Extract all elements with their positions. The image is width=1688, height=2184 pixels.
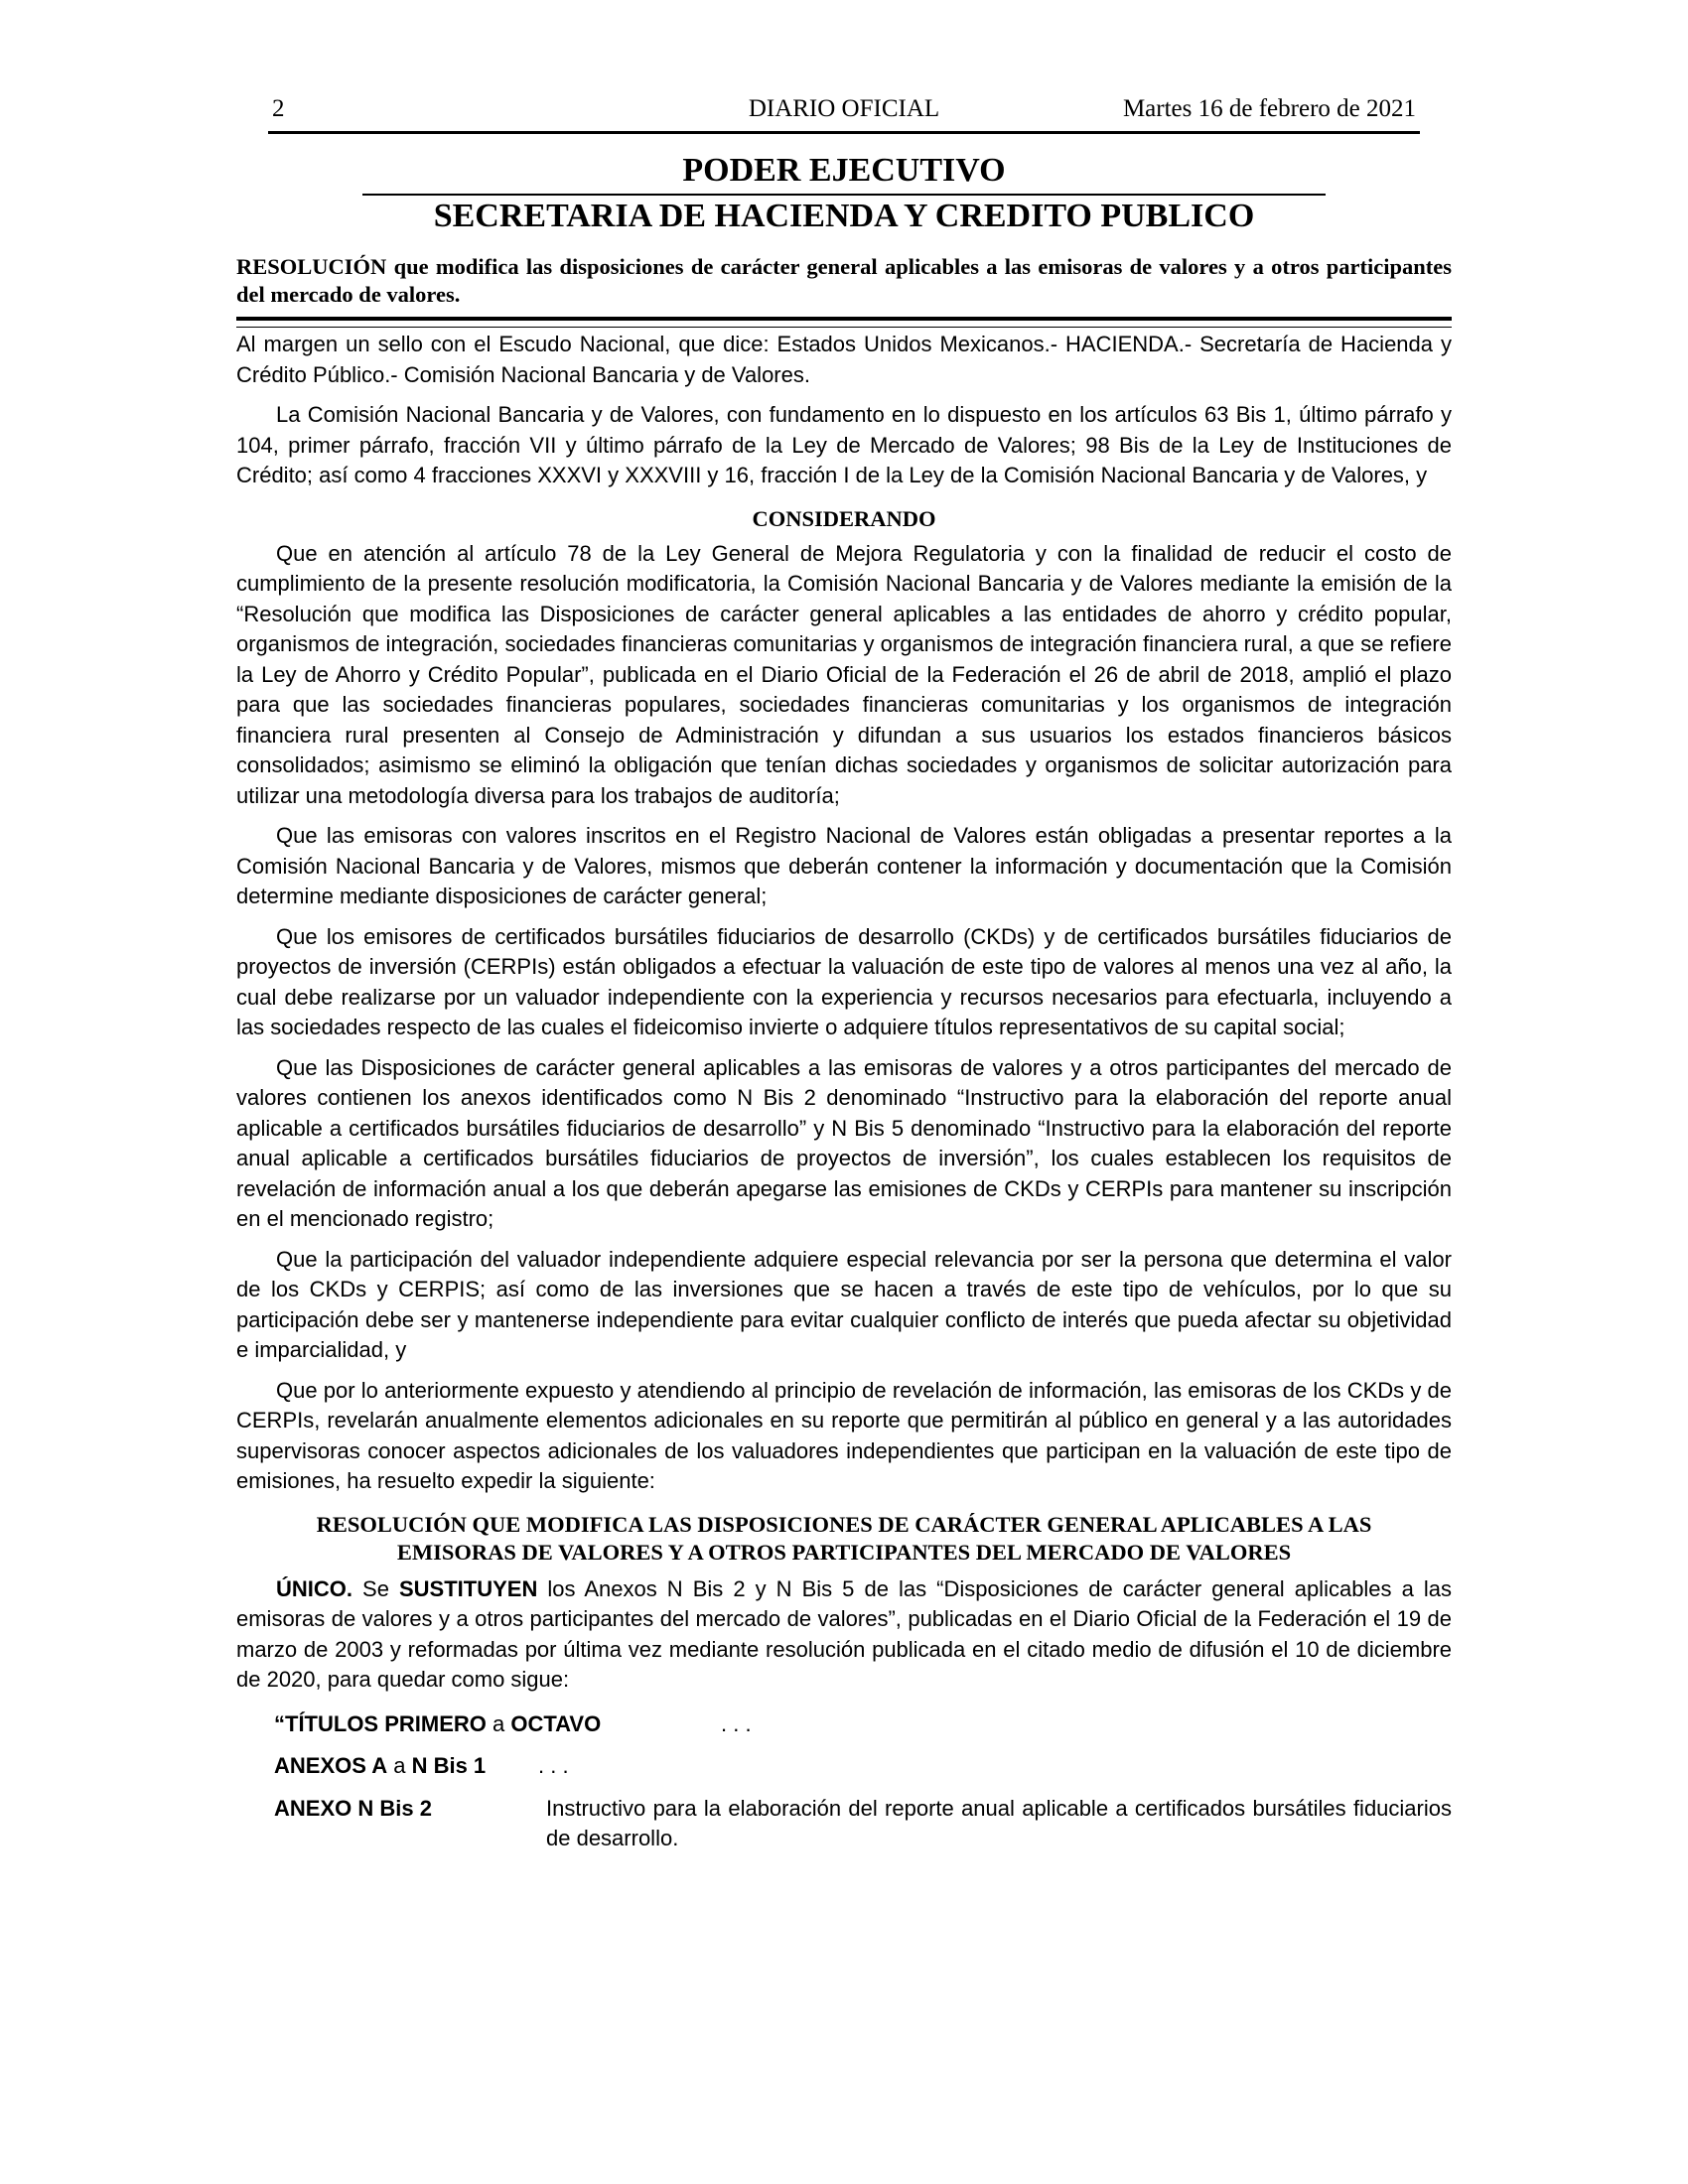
annex-key-connector: a xyxy=(486,1710,511,1736)
resolution-heading-line: RESOLUCIÓN QUE MODIFICA LAS DISPOSICIONES DE CARÁCTER GENERAL APLICABLES A LAS xyxy=(316,1511,1372,1537)
seal-note: Al margen un sello con el Escudo Nacional, que dice: Estados Unidos Mexicanos.- HACIENDA.- Secretaría de Hacienda y Crédito Público.- Comisión Nacional Bancaria y de Valores. xyxy=(236,332,1452,387)
annex-key-end: OCTAVO xyxy=(510,1710,602,1736)
unico-label: ÚNICO. xyxy=(276,1575,352,1601)
annex-row xyxy=(274,1794,1452,1854)
unico-article xyxy=(236,1574,1452,1696)
annex-key xyxy=(274,1709,721,1740)
annex-value: . . . xyxy=(721,1710,752,1736)
annex-row xyxy=(274,1751,1452,1782)
ministry-title: SECRETARIA DE HACIENDA Y CREDITO PUBLICO xyxy=(433,198,1255,234)
annex-key-end: N Bis 1 xyxy=(411,1753,487,1778)
resolution-heading xyxy=(236,1511,1452,1567)
considerando-heading: CONSIDERANDO xyxy=(752,505,936,531)
preamble-paragraph: La Comisión Nacional Bancaria y de Valores, con fundamento en lo dispuesto en los artículos 63 Bis 1, último párrafo y 104, primer párrafo, fracción VII y último párrafo de la Ley de Mercado de Valores; 98 Bis de la Ley de Instituciones de Crédito; así como 4 fracciones XXXVI y XXXVIII y 16, fracción I de la Ley de la Comisión Nacional Bancaria y de Valores, y xyxy=(236,402,1452,487)
annex-value: . . . xyxy=(538,1753,569,1778)
annex-key-connector: a xyxy=(387,1753,412,1778)
considerando-paragraph: Que los emisores de certificados bursátiles fiduciarios de desarrollo (CKDs) y de certificados bursátiles fiduciarios de proyectos de inversión (CERPIs) están obligados a efectuar la valuación de este tipo de valores al menos una vez al año, la cual debe realizarse por un valuador independiente con la experiencia y recursos necesarios para efectuarla, incluyendo a las sociedades respecto de las cuales el fideicomiso invierte o adquiere títulos representativos de su capital social; xyxy=(236,923,1452,1039)
summary-double-rule xyxy=(236,317,1452,328)
header-rule xyxy=(268,131,1420,134)
annex-key xyxy=(274,1794,546,1854)
resolution-heading-line: EMISORAS DE VALORES Y A OTROS PARTICIPANTES DEL MERCADO DE VALORES xyxy=(396,1539,1292,1565)
page-number: 2 xyxy=(272,95,285,122)
running-header xyxy=(236,91,1452,131)
considerando-paragraph: Que las emisoras con valores inscritos en el Registro Nacional de Valores están obligadas a presentar reportes a la Comisión Nacional Bancaria y de Valores, mismos que deberán contener la información y documentación que la Comisión determine mediante disposiciones de carácter general; xyxy=(236,823,1452,908)
unico-verb: SUSTITUYEN xyxy=(399,1575,538,1601)
branch-title: PODER EJECUTIVO xyxy=(682,152,1006,189)
publication-name: DIARIO OFICIAL xyxy=(748,95,940,122)
summary-text: que modifica las disposiciones de carácter general aplicables a las emisoras de valores y a otros participantes del mercado de valores. xyxy=(236,254,1452,307)
annex-list xyxy=(274,1709,1452,1854)
annex-row xyxy=(274,1709,1452,1740)
gazette-page xyxy=(236,91,1452,1866)
annex-value: Instructivo para la elaboración del reporte anual aplicable a certificados bursátiles fiduciarios de desarrollo. xyxy=(546,1795,1452,1850)
considerando-paragraph: Que la participación del valuador independiente adquiere especial relevancia por ser la persona que determina el valor de los CKDs y CERPIS; así como de las inversiones que se hacen a través de este tipo de vehículos, por lo que su participación debe ser y mantenerse independiente para evitar cualquier conflicto de interés que pueda afectar su objetividad e imparcialidad, y xyxy=(236,1246,1452,1362)
annex-key-start: ANEXOS A xyxy=(274,1753,388,1778)
annex-key-start: ANEXO N Bis 2 xyxy=(274,1795,432,1821)
summary-lead: RESOLUCIÓN xyxy=(236,254,387,279)
issue-date: Martes 16 de febrero de 2021 xyxy=(1122,95,1416,122)
considerando-paragraph: Que por lo anteriormente expuesto y atendiendo al principio de revelación de información, las emisoras de los CKDs y de CERPIs, revelarán anualmente elementos adicionales en su reporte que permitirán al público en general y a las autoridades supervisoras conocer aspectos adicionales de los valuadores independientes que participan en la valuación de este tipo de emisiones, ha resuelto expedir la siguiente: xyxy=(236,1377,1452,1493)
unico-connector: Se xyxy=(352,1575,399,1601)
annex-key-start: “TÍTULOS PRIMERO xyxy=(274,1710,487,1736)
section-titles xyxy=(236,150,1452,237)
unico-text: los Anexos N Bis 2 y N Bis 5 de las “Disposiciones de carácter general aplicables a las emisoras de valores y a otros participantes del mercado de valores”, publicadas en el Diario Oficial de la Federación el 19 de marzo de 2003 y reformadas por última vez mediante resolución publicada en el citado medio de difusión el 10 de diciembre de 2020, para quedar como sigue: xyxy=(236,1575,1452,1692)
document-summary xyxy=(236,253,1452,309)
considerando-paragraph: Que en atención al artículo 78 de la Ley General de Mejora Regulatoria y con la finalidad de reducir el costo de cumplimiento de la presente resolución modificatoria, la Comisión Nacional Bancaria y de Valores mediante la emisión de la “Resolución que modifica las Disposiciones de carácter general aplicables a las entidades de ahorro y crédito popular, organismos de integración, sociedades financieras comunitarias y organismos de integración financiera rural, a que se refiere la Ley de Ahorro y Crédito Popular”, publicada en el Diario Oficial de la Federación el 26 de abril de 2018, amplió el plazo para que las sociedades financieras populares, sociedades financieras comunitarias y los organismos de integración financiera rural presenten al Consejo de Administración y difundan a sus usuarios los estados financieros básicos consolidados; asimismo se eliminó la obligación que tenían dichas sociedades y organismos de solicitar autorización para utilizar una metodología diversa para los trabajos de auditoría; xyxy=(236,540,1452,808)
annex-key xyxy=(274,1751,538,1782)
considerando-paragraph: Que las Disposiciones de carácter general aplicables a las emisoras de valores y a otros participantes del mercado de valores contienen los anexos identificados como N Bis 2 denominado “Instructivo para la elaboración del reporte anual aplicable a certificados bursátiles fiduciarios de desarrollo” y N Bis 5 denominado “Instructivo para la elaboración del reporte anual aplicable a certificados bursátiles fiduciarios de proyectos de inversión”, los cuales establecen los requisitos de revelación de información anual a los que deberán apegarse las emisiones de CKDs y CERPIs para mantener su inscripción en el mencionado registro; xyxy=(236,1054,1452,1231)
